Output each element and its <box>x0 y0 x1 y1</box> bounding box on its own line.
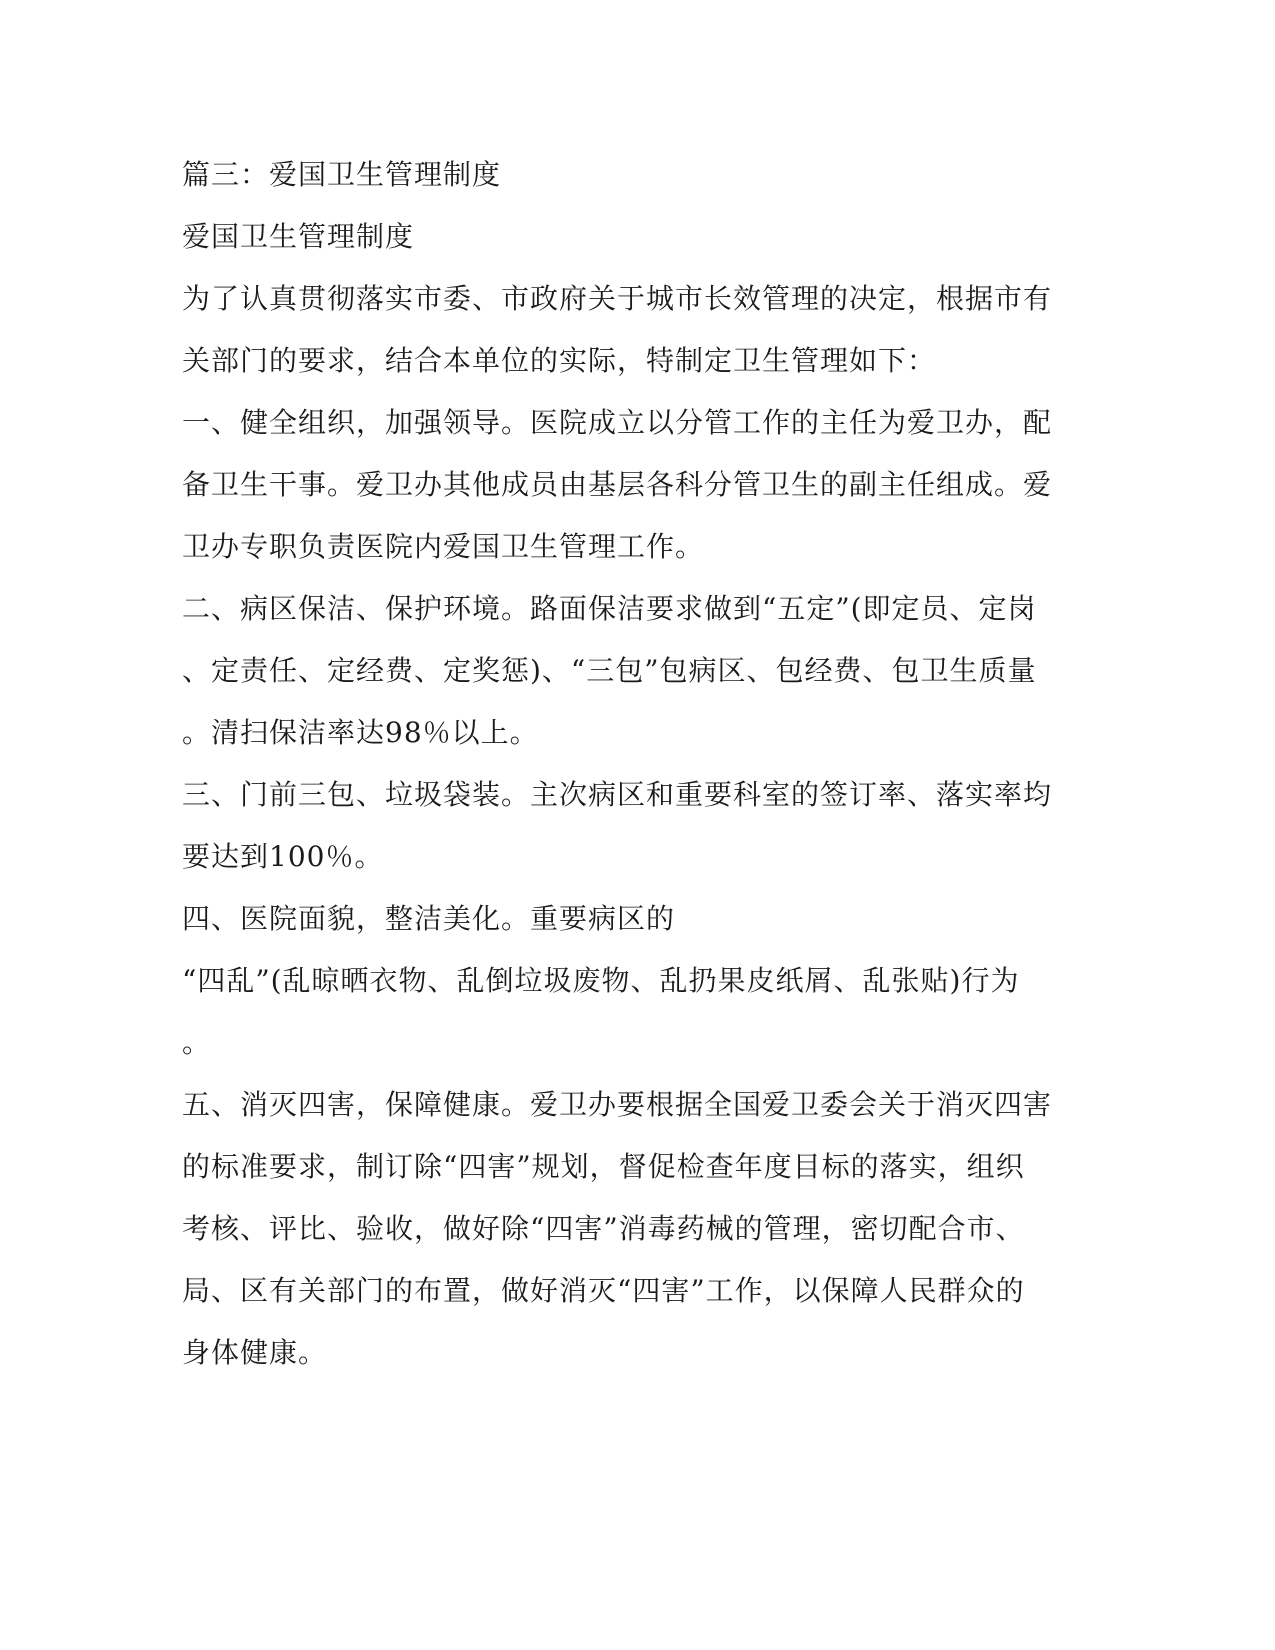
paragraph-line: 二、病区保洁、保护环境。路面保洁要求做到“五定”(即定员、定岗 <box>182 592 1037 625</box>
paragraph-line: 。 <box>182 1026 212 1059</box>
paragraph-line: 为了认真贯彻落实市委、市政府关于城市长效管理的决定，根据市有 <box>182 282 1053 315</box>
paragraph-line: 四、医院面貌，整洁美化。重要病区的 <box>182 902 676 935</box>
paragraph-line: 备卫生干事。爱卫办其他成员由基层各科分管卫生的副主任组成。爱 <box>182 468 1053 501</box>
paragraph-line: 、定责任、定经费、定奖惩)、“三包”包病区、包经费、包卫生质量 <box>182 654 1037 687</box>
paragraph-line: 考核、评比、验收，做好除“四害”消毒药械的管理，密切配合市、 <box>182 1212 1025 1245</box>
document-heading: 篇三：爱国卫生管理制度 <box>182 158 502 191</box>
paragraph-line: 。清扫保洁率达98％以上。 <box>182 716 539 749</box>
paragraph-line: “四乱”(乱晾晒衣物、乱倒垃圾废物、乱扔果皮纸屑、乱张贴)行为 <box>182 964 1020 997</box>
paragraph-line: 一、健全组织，加强领导。医院成立以分管工作的主任为爱卫办，配 <box>182 406 1053 439</box>
paragraph-line: 五、消灭四害，保障健康。爱卫办要根据全国爱卫委会关于消灭四害 <box>182 1088 1053 1121</box>
paragraph-line: 的标准要求，制订除“四害”规划，督促检查年度目标的落实，组织 <box>182 1150 1025 1183</box>
document-title: 爱国卫生管理制度 <box>182 220 415 253</box>
paragraph-line: 身体健康。 <box>182 1336 328 1369</box>
paragraph-line: 卫办专职负责医院内爱国卫生管理工作。 <box>182 530 705 563</box>
paragraph-line: 要达到100％。 <box>182 840 384 873</box>
paragraph-line: 关部门的要求，结合本单位的实际，特制定卫生管理如下： <box>182 344 937 377</box>
paragraph-line: 局、区有关部门的布置，做好消灭“四害”工作，以保障人民群众的 <box>182 1274 1025 1307</box>
paragraph-line: 三、门前三包、垃圾袋装。主次病区和重要科室的签订率、落实率均 <box>182 778 1053 811</box>
